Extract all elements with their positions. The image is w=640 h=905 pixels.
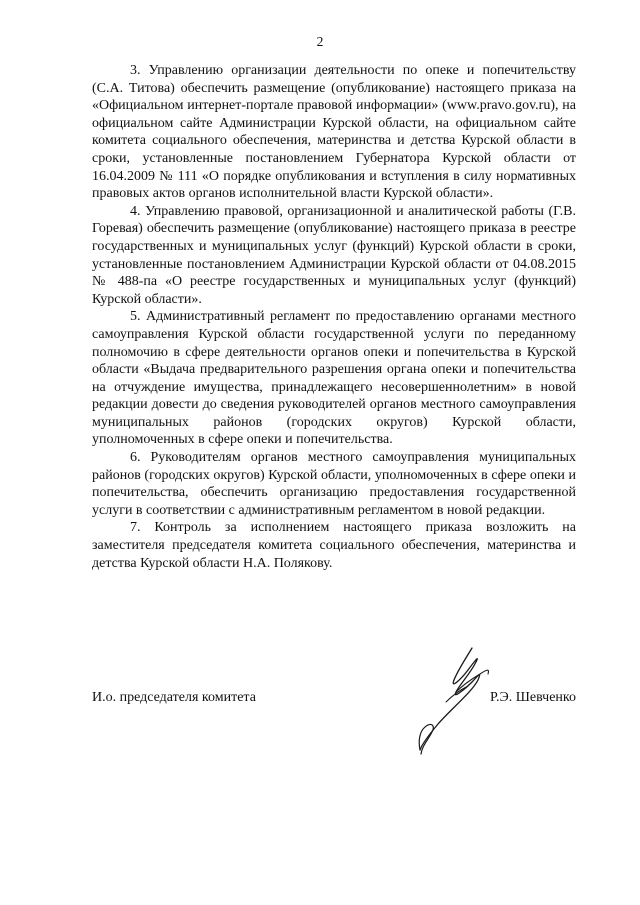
handwritten-signature: [410, 640, 500, 760]
signatory-position: И.о. председателя комитета: [92, 690, 256, 705]
document-body: [92, 62, 576, 572]
page-number: 2: [316, 34, 324, 49]
paragraph-5: 5. Административный регламент по предоставлению органами местного самоуправления Курской области государственной услуги по переданному полномочию в сфере деятельности органов опеки и попечительства в Курской области «Выдача предварительного разрешения органа опеки и попечительства на отчуждение имущества, принадлежащего несовершеннолетним» в новой редакции довести до сведения руководителей органов местного самоуправления муниципальных районов (городских округов) Курской области, уполномоченных в сфере опеки и попечительства.: [92, 309, 576, 448]
paragraph-6: 6. Руководителям органов местного самоуправления муниципальных районов (городских округов) Курской области, уполномоченных в сфере опеки и попечительства, обеспечить организацию предоставления государственной услуги в соответствии с административным регламентом в новой редакции.: [92, 450, 576, 518]
paragraph-4: 4. Управлению правовой, организационной и аналитической работы (Г.В. Горевая) обеспечить размещение (опубликование) настоящего приказа в реестре государственных и муниципальных услуг (функций) Курской области в сроки, установленные постановлением Администрации Курской области от 04.08.2015 № 488-па «О реестре государственных и муниципальных услуг (функций) Курской области».: [92, 203, 576, 307]
signatory-name: Р.Э. Шевченко: [489, 690, 576, 705]
paragraph-7: 7. Контроль за исполнением настоящего приказа возложить на заместителя председателя комитета социального обеспечения, материнства и детства Курской области Н.А. Полякову.: [92, 520, 576, 571]
paragraph-3: 3. Управлению организации деятельности по опеке и попечительству (С.А. Титова) обеспечить размещение (опубликование) настоящего приказа на «Официальном интернет-портале правовой информации» (www.pravo.gov.ru), на официальном сайте Администрации Курской области, на официальном сайте комитета социального обеспечения, материнства и детства Курской области в сроки, установленные постановлением Губернатора Курской области от 16.04.2009 № 111 «О порядке опубликования и вступления в силу нормативных правовых актов органов исполнительной власти Курской области».: [92, 63, 576, 202]
